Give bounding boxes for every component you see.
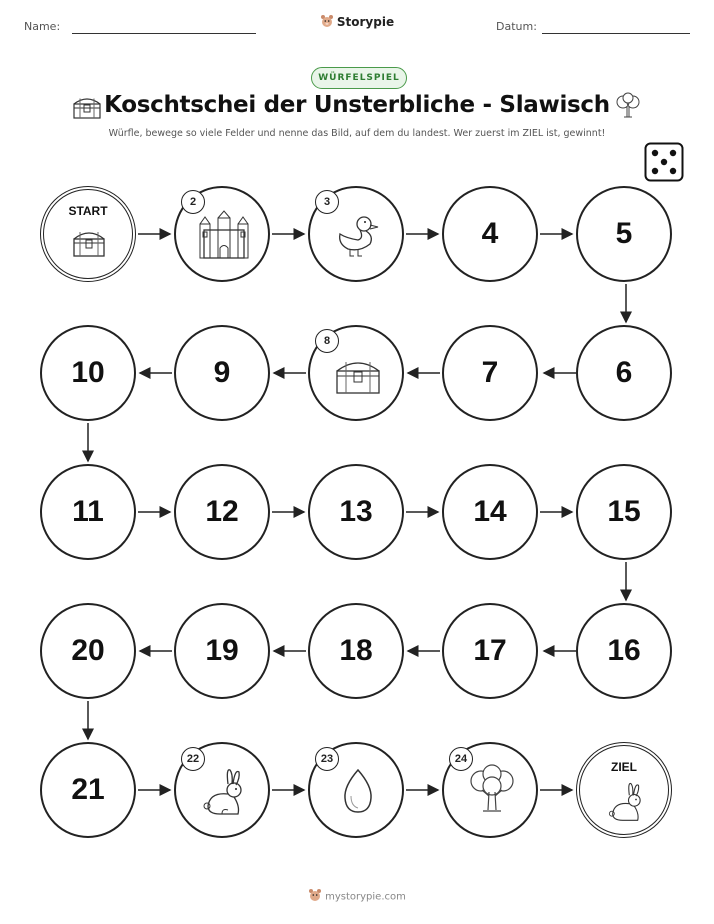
space-number: 4: [481, 217, 499, 250]
date-label: Datum:: [496, 20, 537, 33]
instructions: Würfle, bewege so viele Felder und nenne das Bild, auf dem du landest. Wer zuerst im ZIEL ist, gewinnt!: [108, 128, 606, 139]
space-number-badge: 8: [315, 329, 339, 353]
egg-icon: [342, 768, 374, 819]
space-number: 19: [205, 634, 239, 667]
space-number: 6: [615, 356, 633, 389]
board-space-15[interactable]: [576, 464, 672, 560]
space-number: 11: [72, 495, 104, 528]
space-number: 15: [607, 495, 641, 528]
space-number: 14: [473, 495, 507, 528]
brand-name: Storypie: [336, 15, 395, 29]
board-space-13[interactable]: [308, 464, 404, 560]
space-number: 9: [213, 356, 231, 389]
space-number: 7: [481, 356, 499, 389]
castle-icon: [198, 210, 250, 267]
treasure-chest-icon: [71, 226, 107, 263]
board-space-9[interactable]: [174, 325, 270, 421]
board-space-6[interactable]: [576, 325, 672, 421]
footer-url[interactable]: mystorypie.com: [325, 891, 406, 903]
board-space-start[interactable]: [40, 186, 136, 282]
game-type-badge: WÜRFELSPIEL: [311, 67, 407, 89]
space-number: 16: [607, 634, 641, 667]
name-label: Name:: [24, 20, 61, 33]
space-number-badge: 3: [315, 190, 339, 214]
space-number: 13: [339, 495, 373, 528]
board-space-7[interactable]: [442, 325, 538, 421]
board-space-20[interactable]: [40, 603, 136, 699]
board-space-14[interactable]: [442, 464, 538, 560]
duck-icon: [334, 214, 382, 265]
space-number: 12: [205, 495, 239, 528]
board-space-finish[interactable]: [576, 742, 672, 838]
bear-icon: [308, 888, 322, 905]
space-number: 18: [339, 634, 373, 667]
page-title: Koschtschei der Unsterbliche - Slawisch: [104, 92, 610, 118]
board-space-18[interactable]: [308, 603, 404, 699]
space-number-badge: 22: [181, 747, 205, 771]
board-space-5[interactable]: [576, 186, 672, 282]
space-number-badge: 24: [449, 747, 473, 771]
board-space-19[interactable]: [174, 603, 270, 699]
treasure-chest-icon: [334, 355, 382, 400]
space-number: 20: [71, 634, 105, 667]
board-space-21[interactable]: [40, 742, 136, 838]
board-space-16[interactable]: [576, 603, 672, 699]
space-number: 5: [615, 217, 633, 250]
start-label: START: [68, 204, 108, 218]
board-space-11[interactable]: [40, 464, 136, 560]
space-number: 10: [71, 356, 105, 389]
finish-label: ZIEL: [611, 760, 637, 774]
rabbit-icon: [200, 766, 248, 823]
board-space-4[interactable]: [442, 186, 538, 282]
footer: [0, 888, 714, 905]
space-number-badge: 23: [315, 747, 339, 771]
board-space-17[interactable]: [442, 603, 538, 699]
space-number: 21: [71, 773, 105, 806]
rabbit-icon: [606, 780, 646, 829]
tree-icon: [466, 764, 518, 821]
space-number-badge: 2: [181, 190, 205, 214]
board-space-10[interactable]: [40, 325, 136, 421]
board-space-12[interactable]: [174, 464, 270, 560]
space-number: 17: [473, 634, 507, 667]
